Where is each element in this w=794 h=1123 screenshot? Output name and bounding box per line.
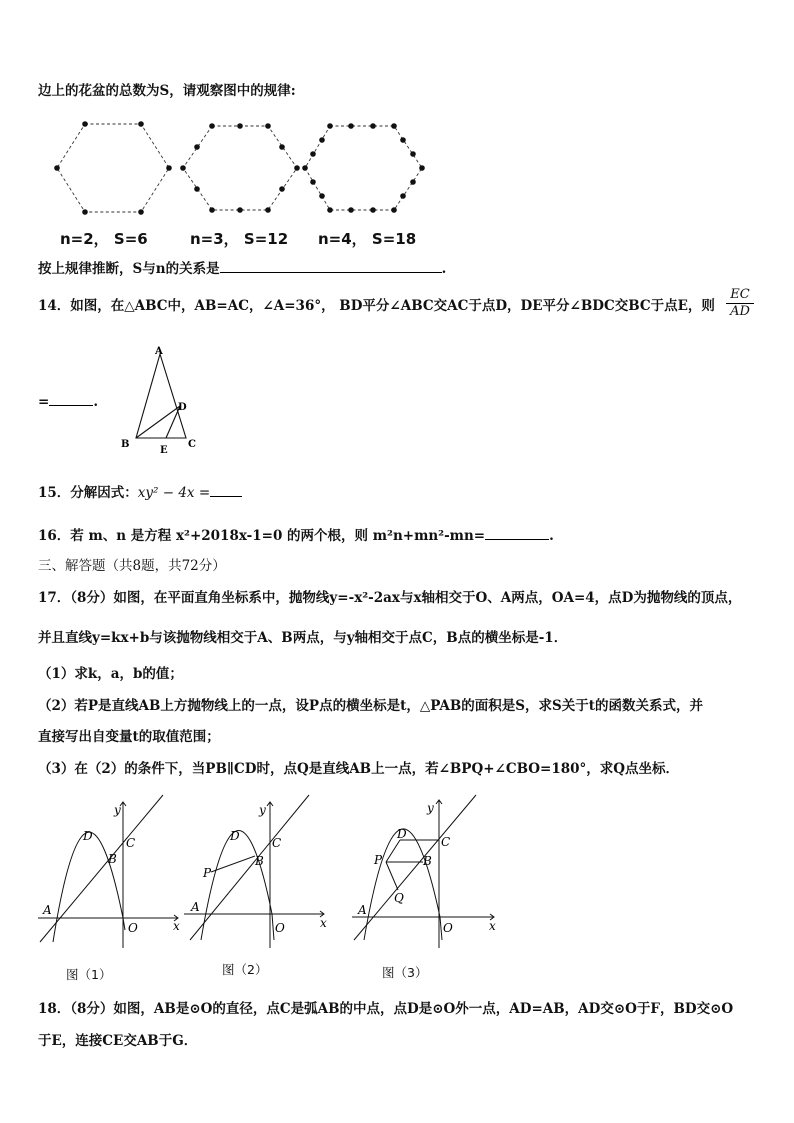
q14-answer — [38, 393, 98, 411]
q13-answer-blank[interactable] — [220, 260, 442, 273]
q18-line1: 18．（8分）如图，AB是⊙O的直径，点C是弧AB的中点，点D是⊙O外一点，AD=AB，AD交⊙O于F，BD交⊙O — [38, 1001, 734, 1017]
q17-f3-label-a: A — [358, 903, 367, 917]
q17-f2-label-p: P — [203, 866, 212, 880]
q14-label-d: D — [178, 402, 187, 413]
hexagon-n3 — [183, 126, 297, 210]
q17-figure-1 — [38, 790, 188, 950]
intro-text: 边上的花盆的总数为S，请观察图中的规律: — [38, 83, 296, 99]
q17-f1-label-d: D — [83, 829, 93, 843]
q15-line — [38, 484, 242, 502]
q16-line — [38, 527, 554, 545]
q17-part1: （1）求k，a，b的值； — [38, 666, 183, 682]
q17-f2-label-c: C — [272, 836, 282, 850]
q17-figure-3 — [352, 790, 502, 950]
q17-f2-label-b: B — [255, 854, 264, 868]
q17-f1-label-c: C — [126, 836, 136, 850]
q14-answer-prefix: = — [38, 394, 50, 410]
hexagon-caption-1: n=2， S=6 — [60, 230, 148, 248]
hexagon-figures — [0, 112, 794, 222]
q15-answer-blank[interactable] — [210, 484, 242, 497]
q14-answer-blank[interactable] — [49, 393, 93, 406]
q17-f2-label-o: O — [275, 921, 285, 935]
q16-end: . — [549, 528, 554, 544]
q18-line2: 于E，连接CE交AB于G． — [38, 1033, 198, 1049]
q17-part2a: （2）若P是直线AB上方抛物线上的一点，设P点的横坐标是t，△PAB的面积是S，求S关于t的函数关系式，并 — [38, 698, 703, 714]
q14-fraction — [726, 287, 754, 320]
q17-f3-label-c: C — [441, 835, 451, 849]
hexagon-n2 — [57, 124, 169, 212]
q16-text: 16．若 m、n 是方程 x²+2018x-1=0 的两个根，则 m²n+mn²-mn= — [38, 528, 486, 544]
q17-f2-label-a: A — [191, 900, 200, 914]
q13-end: . — [441, 261, 447, 277]
q17-f3-label-p: P — [374, 853, 383, 867]
hexagon-caption-3: n=4， S=18 — [318, 230, 417, 248]
q14-text: 14．如图，在△ABC中，AB=AC，∠A=36°， BD平分∠ABC交AC于点D，DE平分∠BDC交BC于点E，则 — [38, 298, 715, 314]
q17-figure-1-caption: 图（1） — [66, 967, 112, 982]
q17-f1-label-x: x — [173, 919, 180, 933]
hexagon-caption-2: n=3， S=12 — [190, 230, 289, 248]
q17-part3: （3）在（2）的条件下，当PB∥CD时，点Q是直线AB上一点，若∠BPQ+∠CBO=180°，求Q点坐标． — [38, 761, 680, 777]
section3-heading: 三、解答题（共8题，共72分） — [38, 558, 226, 574]
q14-frac-den: AD — [730, 304, 750, 319]
q13-text: 按上规律推断，S与n的关系是 — [38, 261, 220, 277]
q16-answer-blank[interactable] — [485, 527, 549, 540]
q17-line1: 17．（8分）如图，在平面直角坐标系中，抛物线y=-x²-2ax与x轴相交于O、A两点，OA=4，点D为抛物线的顶点， — [38, 590, 742, 606]
q17-f1-label-o: O — [128, 921, 138, 935]
q15-label: 15．分解因式： — [38, 485, 138, 501]
q17-f3-label-q: Q — [394, 891, 404, 905]
q14-label-e: E — [160, 445, 168, 456]
q17-f3-label-x: x — [489, 919, 496, 933]
q17-f3-label-d: D — [397, 827, 407, 841]
q14-label-b: B — [121, 439, 130, 450]
q15-expr: xy² − 4x = — [137, 485, 211, 501]
q17-f1-label-y: y — [114, 803, 121, 817]
q13-tail — [38, 260, 446, 278]
q17-f3-label-o: O — [443, 921, 453, 935]
q17-part2b: 直接写出自变量t的取值范围； — [38, 729, 220, 745]
q14-frac-num: EC — [726, 287, 754, 304]
q17-line2: 并且直线y=kx+b与该抛物线相交于A、B两点，与y轴相交于点C，B点的横坐标是-1． — [38, 630, 568, 646]
q17-f1-label-b: B — [108, 852, 117, 866]
q17-f2-label-d: D — [230, 829, 240, 843]
q17-f3-label-b: B — [423, 854, 432, 868]
q17-figure-2 — [184, 790, 334, 950]
q14-label-c: C — [188, 439, 196, 450]
q14-triangle-figure — [118, 344, 218, 454]
q17-figure-3-caption: 图（3） — [382, 965, 428, 980]
q14-label-a: A — [155, 346, 163, 357]
q17-f1-label-a: A — [43, 903, 52, 917]
q17-f2-label-y: y — [259, 803, 266, 817]
q17-f3-label-y: y — [427, 801, 434, 815]
q17-f2-label-x: x — [320, 916, 327, 930]
q17-figure-2-caption: 图（2） — [222, 962, 268, 977]
q14-answer-end: . — [93, 394, 99, 410]
